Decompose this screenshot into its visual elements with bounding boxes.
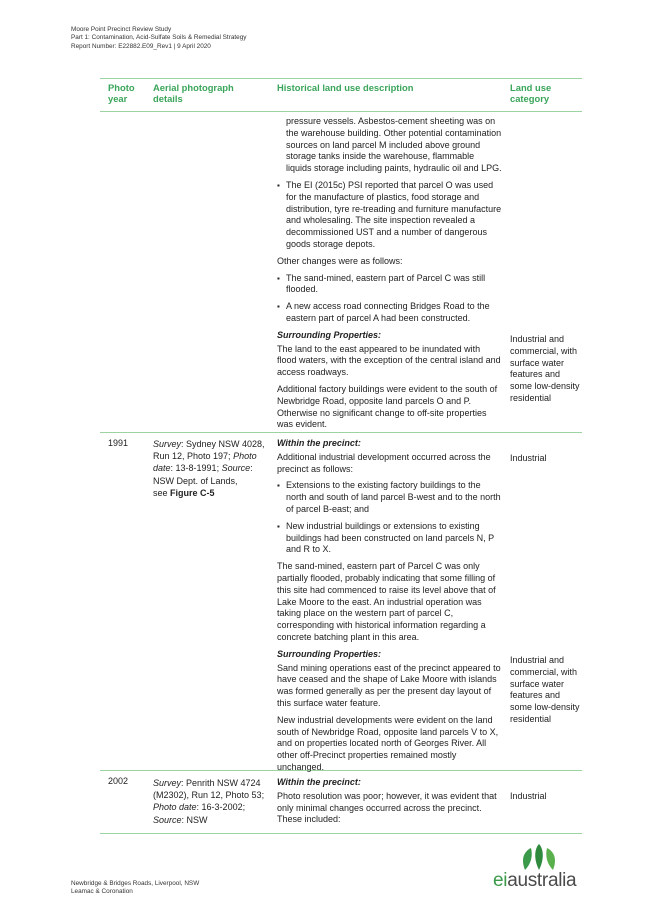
figure-reference: Figure C-5 <box>170 487 215 498</box>
list-item: ▪ The EI (2015c) PSI reported that parcel O was used for the manufacture of plastics, food storage and distribution, tyre re-treading and furniture manufacture and wholesaling. The site inspection revealed a decommissioned UST and a number of dangerous goods storage depots. <box>277 180 502 251</box>
bullet-list <box>277 273 502 325</box>
list-item: ▪ A new access road connecting Bridges Road to the eastern part of parcel A had been constructed. <box>277 301 502 325</box>
survey-value: : Penrith NSW 4724 (M2302), Run 12, Photo 53; <box>153 778 265 801</box>
eiaustralia-logo <box>493 844 593 894</box>
surrounding-paragraph: New industrial developments were evident on the land south of Newbridge Road, opposite land parcels V to X, and on properties located north of Georges River. All other off-Precinct properties remained mostly unchanged. <box>277 714 499 772</box>
table-header-row <box>100 78 582 112</box>
list-item: ▪ New industrial buildings or extensions to existing buildings had been constructed on land parcels N, P and R to X. <box>277 521 502 556</box>
other-changes-intro: Other changes were as follows: <box>277 255 403 266</box>
header-project: Moore Point Precinct Review Study <box>71 26 172 33</box>
bullet-list <box>277 480 502 556</box>
land-use-category-cell: Industrial and commercial, with surface water features and some low-density residential <box>510 655 580 724</box>
header-aerial-details: Aerial photograph details <box>153 82 234 104</box>
survey-label: Survey <box>153 439 182 449</box>
list-item: ▪ The sand-mined, eastern part of Parcel C was still flooded. <box>277 273 502 297</box>
logo-wordmark <box>493 870 576 892</box>
within-precinct-heading: Within the precinct: <box>277 777 361 787</box>
land-use-category-cell: Industrial <box>510 791 547 801</box>
surrounding-properties-heading: Surrounding Properties: <box>277 648 382 659</box>
header-photo-year: Photo year <box>108 82 135 104</box>
header-historical-description: Historical land use description <box>277 82 414 93</box>
aerial-details-cell <box>153 438 271 499</box>
logo-prefix: ei <box>493 870 508 891</box>
logo-suffix: australia <box>507 870 577 891</box>
table-row-1991 <box>100 433 582 771</box>
land-use-category-cell: Industrial <box>510 453 547 463</box>
surrounding-properties-heading: Surrounding Properties: <box>277 329 382 340</box>
footer-site: Newbridge & Bridges Roads, Liverpool, NSW <box>71 880 200 887</box>
header-report-number: Report Number: E22882.E09_Rev1 | 9 April 2020 <box>71 42 211 50</box>
source-label: Source <box>221 463 251 474</box>
photo-date-label: Photo date <box>153 451 257 474</box>
aerial-photo-table <box>100 78 582 834</box>
source-value: : NSW <box>181 814 208 825</box>
see-text: see <box>153 487 171 498</box>
surrounding-paragraph: Sand mining operations east of the precinct appeared to have ceased and the shape of Lake Moore with islands was formed generally as per the present day layout of this surface water feature. <box>277 662 501 708</box>
surrounding-paragraph: Additional factory buildings were evident to the south of Newbridge Road, opposite land parcels O and P. Otherwise no significant change to off-site properties was evident. <box>277 383 498 430</box>
aerial-details-cell <box>153 777 271 826</box>
photo-year-cell: 2002 <box>108 776 129 786</box>
historical-description-cell <box>277 777 502 831</box>
within-paragraph: The sand-mined, eastern part of Parcel C was only partially flooded, probably indicating that some filling of this site had commenced to raise its level above that of Lake Moore to the east. An industrial operation was taking place on the western part of parcel C, corresponding with historical information regarding a concrete batching plant in this area. <box>277 561 496 642</box>
photo-date-value: : 13-8-1991; <box>170 463 222 474</box>
source-value: : NSW Dept. of Lands, <box>153 463 253 486</box>
footer-client: Leamac & Coronation <box>71 888 133 896</box>
source-label: Source <box>153 814 182 825</box>
leaf-icon <box>519 844 559 872</box>
table-row-continued <box>100 112 582 433</box>
page-footer <box>71 880 199 897</box>
within-paragraph: Photo resolution was poor; however, it was evident that only minimal changes occurred across the precinct. These included: <box>277 790 497 825</box>
land-use-category-cell: Industrial and commercial, with surface water features and some low-density residential <box>510 334 580 403</box>
photo-date-value: : 16-3-2002; <box>196 802 246 813</box>
header-land-use-category: Land use category <box>510 82 552 104</box>
historical-description-cell <box>277 116 502 436</box>
photo-year-cell: 1991 <box>108 438 129 448</box>
survey-value: : Sydney NSW 4028, Run 12, Photo 197; <box>153 439 265 462</box>
within-intro: Additional industrial development occurred across the precinct as follows: <box>277 451 491 474</box>
photo-date-label: Photo date <box>153 802 197 813</box>
continued-text: pressure vessels. Asbestos-cement sheeting was on the warehouse building. Other potential contamination sources on land parcel M included above ground storage tanks inside the warehouse, flammable liquids storage including paints, hydraulic oil and LPG. <box>286 116 502 174</box>
within-precinct-heading: Within the precinct: <box>277 438 361 448</box>
bullet-list <box>277 180 502 251</box>
page-header <box>71 26 246 51</box>
list-item: ▪ Extensions to the existing factory buildings to the north and south of land parcel B-west and to the north of parcel B-east; and <box>277 480 502 515</box>
historical-description-cell <box>277 438 502 779</box>
header-part: Part 1: Contamination, Acid-Sulfate Soils & Remedial Strategy <box>71 34 247 42</box>
surrounding-paragraph: The land to the east appeared to be inundated with flood waters, with the exception of the central island and access roadways. <box>277 343 501 378</box>
survey-label: Survey <box>153 778 182 788</box>
table-row-2002 <box>100 771 582 834</box>
